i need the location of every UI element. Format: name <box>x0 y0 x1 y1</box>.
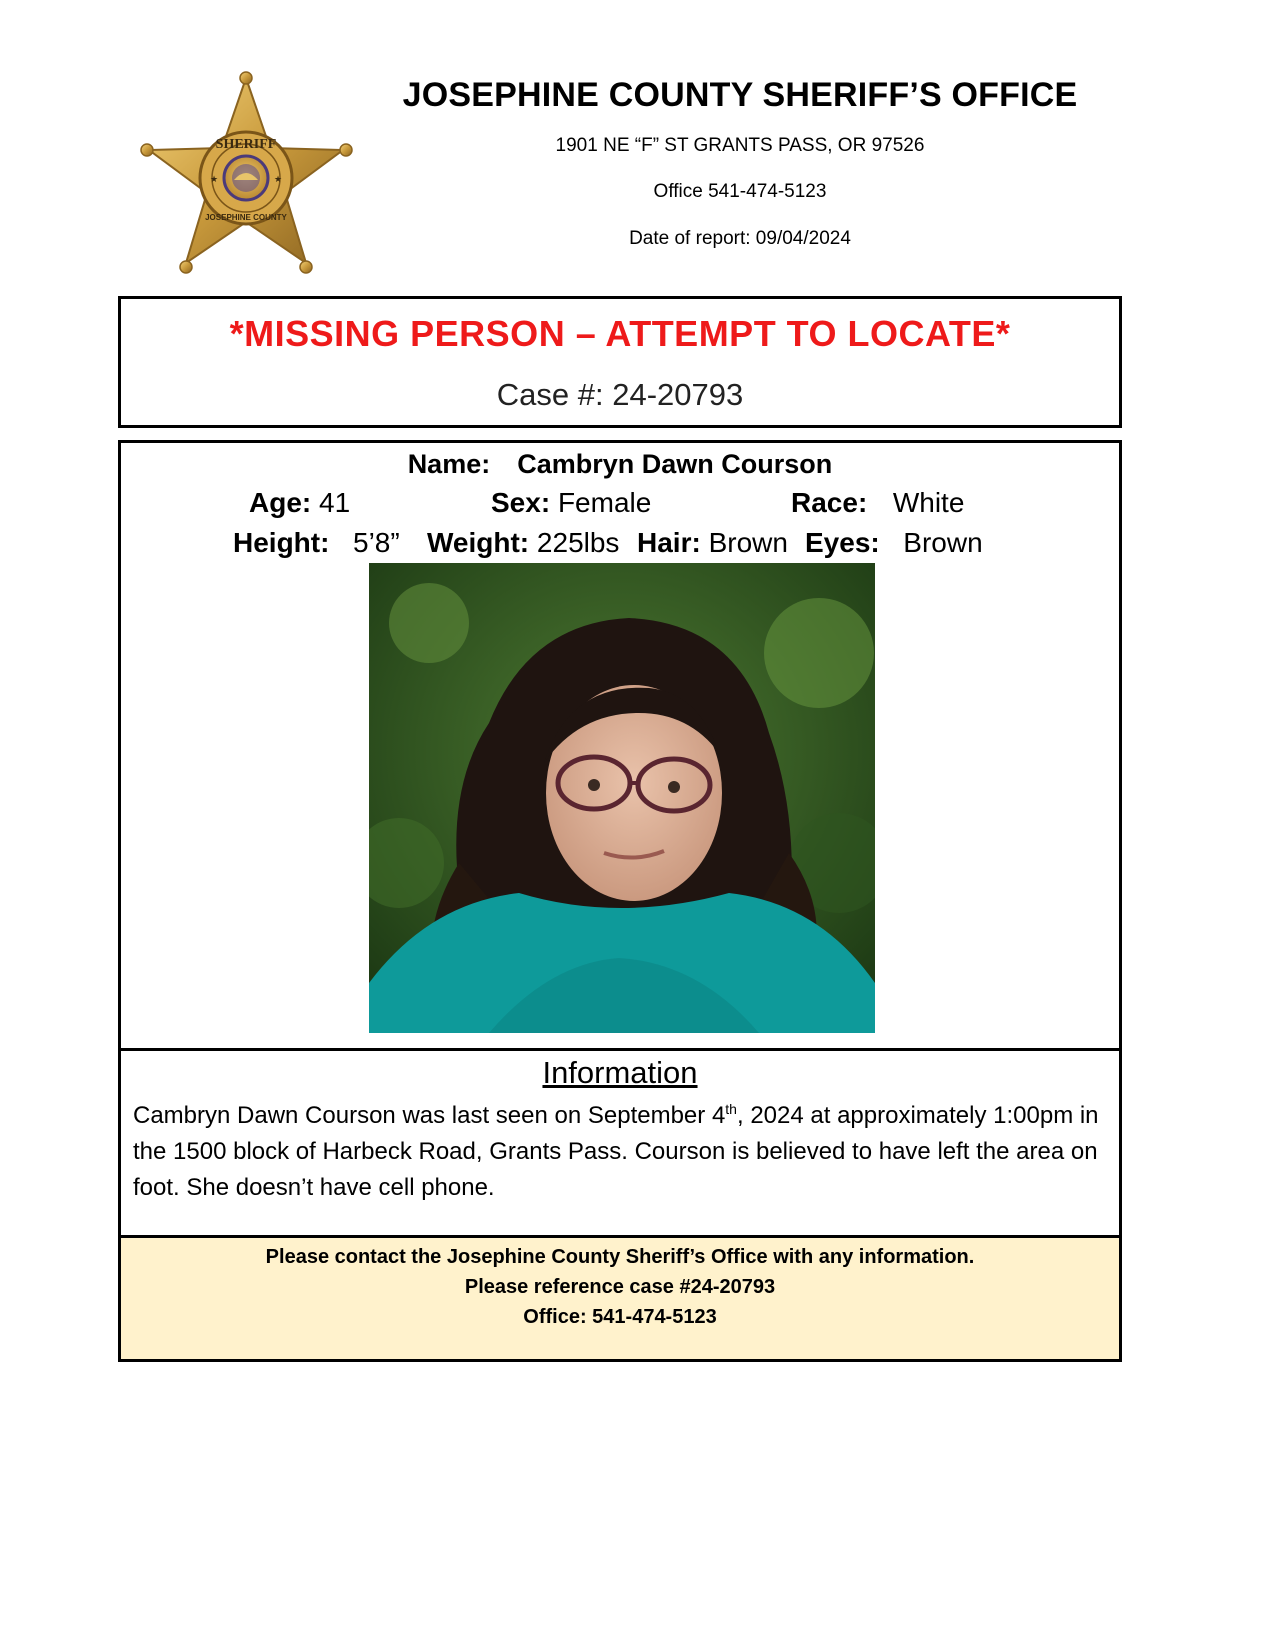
age-value: 41 <box>319 487 351 518</box>
alert-title: *MISSING PERSON – ATTEMPT TO LOCATE* <box>229 313 1011 354</box>
person-details-panel <box>118 440 1122 1362</box>
race-value: White <box>892 487 965 518</box>
information-text-part2: , 2024 at approximately 1:00pm in the 1500 block of Harbeck Road, Grants Pass. Courson is believed to have left the area on foot. She doesn’t have cell phone. <box>133 1102 1099 1201</box>
person-name: Cambryn Dawn Courson <box>517 449 833 479</box>
report-date: Date of report: 09/04/2024 <box>629 228 851 249</box>
header <box>380 76 1100 250</box>
information-heading: Information <box>542 1055 698 1090</box>
alert-banner <box>118 296 1122 428</box>
weight-label: Weight: <box>427 527 530 558</box>
agency-name: JOSEPHINE COUNTY SHERIFF’S OFFICE <box>402 76 1078 114</box>
office-phone: Office 541-474-5123 <box>653 181 827 202</box>
weight-value: 225lbs <box>536 527 620 558</box>
svg-text:★: ★ <box>274 174 283 184</box>
information-text <box>133 1091 1099 1206</box>
name-label: Name: <box>407 449 491 479</box>
info-divider <box>121 1048 1119 1051</box>
sex-value: Female <box>557 487 652 518</box>
age-label: Age: <box>249 487 312 518</box>
height-weight-hair-eyes-row <box>121 527 1119 563</box>
agency-address: 1901 NE “F” ST GRANTS PASS, OR 97526 <box>555 135 925 156</box>
case-number: Case #: 24-20793 <box>496 377 744 412</box>
svg-text:★: ★ <box>210 174 219 184</box>
race-label: Race: <box>791 487 868 518</box>
eyes-value: Brown <box>903 527 983 558</box>
information-text-part1: Cambryn Dawn Courson was last seen on September 4 <box>133 1102 726 1129</box>
contact-line-2: Please reference case #24-20793 <box>464 1276 776 1298</box>
information-text-superscript: th <box>725 1101 737 1117</box>
sex-label: Sex: <box>491 487 551 518</box>
svg-text:JOSEPHINE COUNTY: JOSEPHINE COUNTY <box>205 213 287 222</box>
svg-text:SHERIFF: SHERIFF <box>215 137 277 152</box>
hair-value: Brown <box>708 527 788 558</box>
contact-line-3: Office: 541-474-5123 <box>523 1306 717 1328</box>
contact-section <box>121 1235 1119 1359</box>
person-photo <box>369 563 875 1033</box>
age-sex-race-row <box>121 487 1119 523</box>
sheriff-star-badge-icon <box>140 70 366 286</box>
contact-line-1: Please contact the Josephine County Sheriff’s Office with any information. <box>265 1246 975 1268</box>
height-label: Height: <box>233 527 330 558</box>
height-value: 5’8” <box>353 527 400 558</box>
eyes-label: Eyes: <box>805 527 880 558</box>
name-row <box>121 449 1119 480</box>
hair-label: Hair: <box>637 527 701 558</box>
